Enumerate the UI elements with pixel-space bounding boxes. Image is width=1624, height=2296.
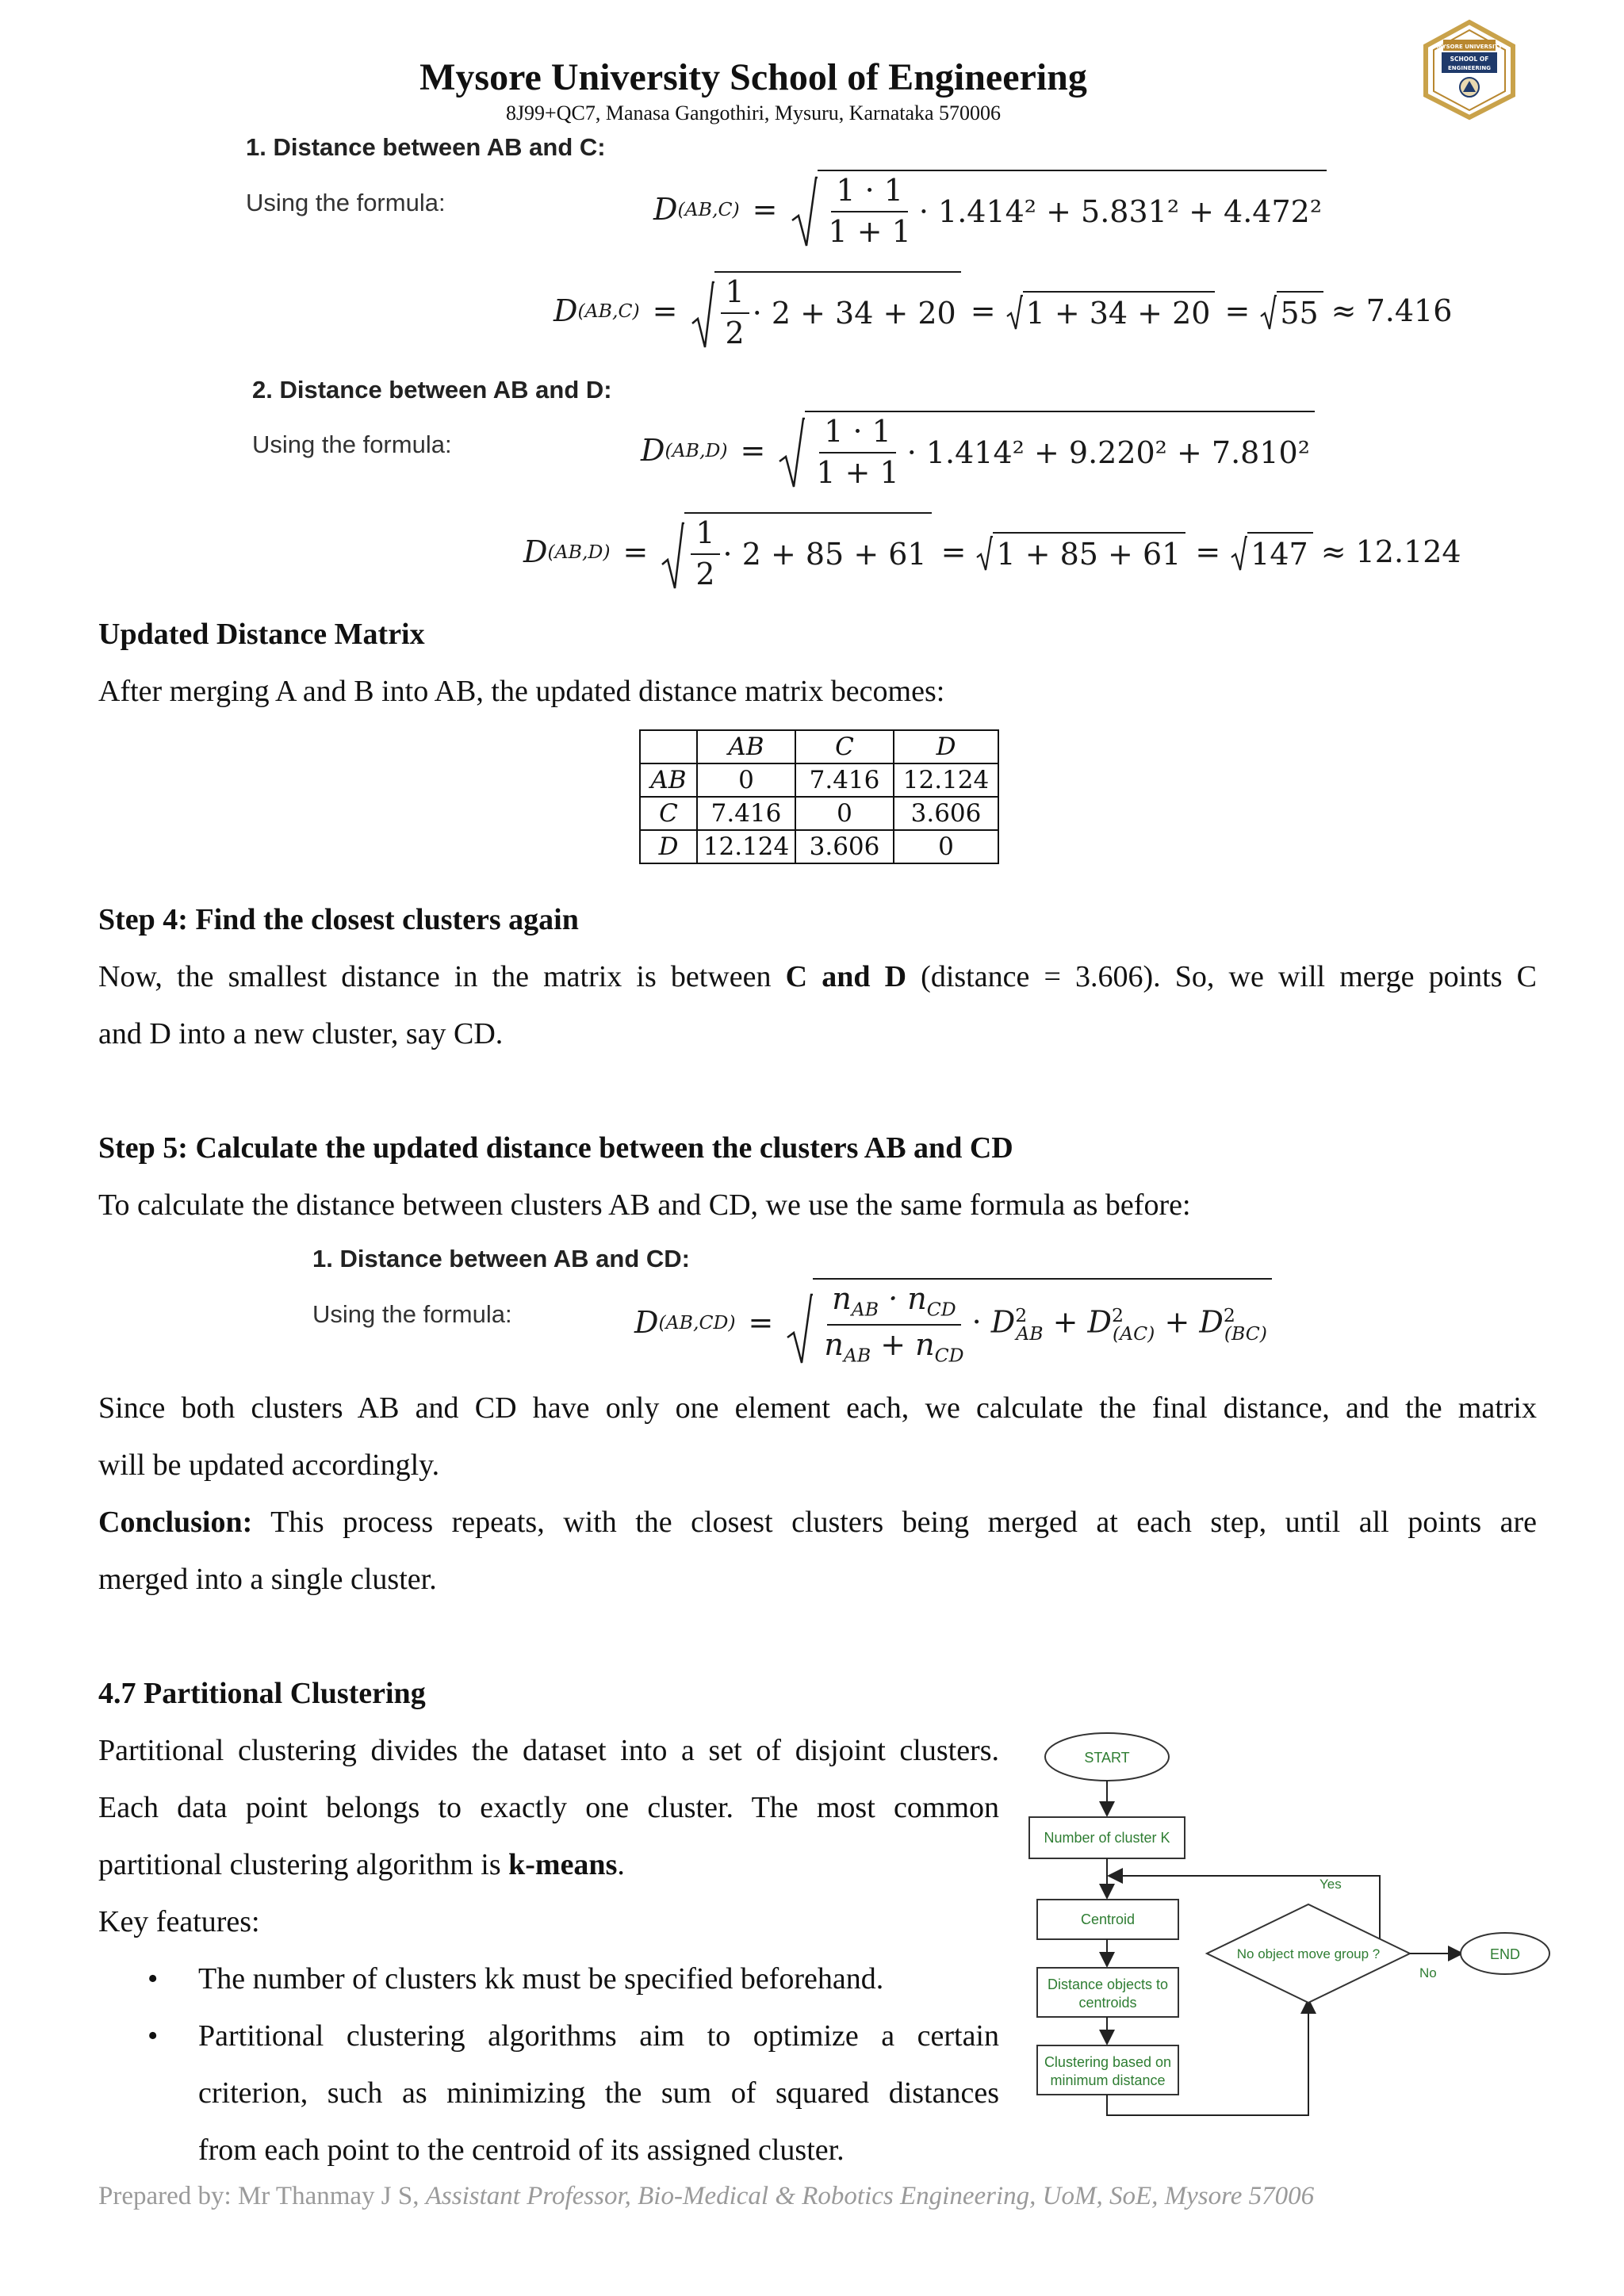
step5-heading: Step 5: Calculate the updated distance between the clusters AB and CD	[98, 1131, 1013, 1165]
calc1-formula: D (AB,C) = $\frac{1 \cdot 1}{1 + 1}$ · 1.414² + 5.831² + 4.472²	[653, 170, 1327, 249]
table-cell: 12.124	[697, 830, 795, 863]
after-step5-line2: will be updated accordingly.	[98, 1448, 440, 1482]
flow-yes-label: Yes	[1320, 1877, 1342, 1892]
updated-matrix-intro: After merging A and B into AB, the updated distance matrix becomes:	[98, 675, 945, 708]
table-corner-cell	[640, 730, 697, 763]
flow-no-label: No	[1419, 1965, 1437, 1980]
bullet-2-line2: criterion, such as minimizing the sum of squared distances	[198, 2076, 999, 2110]
table-cell: 3.606	[795, 830, 894, 863]
step5-intro: To calculate the distance between clusters AB and CD, we use the same formula as before:	[98, 1188, 1191, 1222]
formula-terms: · $D^2_{AB} + D^2_{(AC)} + D^2_{(BC)}$	[971, 1304, 1267, 1345]
step4-line1: Now, the smallest distance in the matrix is between C and D (distance = 3.606). So, we will merge points C	[98, 960, 1537, 993]
section47-heading: 4.7 Partitional Clustering	[98, 1677, 426, 1710]
calc1-formula-label: Using the formula:	[246, 189, 446, 216]
step5-formula: D (AB,CD) = $\frac{n_{AB} \cdot n_{CD}}{n_{AB} + n_{CD}}$ · $D^2_{AB} + D^2_{(AC)} + D^2_{(BC)}$	[634, 1278, 1272, 1366]
calc1-evaluation: D (AB,C) = $\frac{1}{2}$ · 2 + 34 + 20 = 1 + 34 + 20 = 55 ≈ 7.416	[553, 271, 1452, 350]
svg-text:MYSORE UNIVERSITY: MYSORE UNIVERSITY	[1436, 44, 1503, 50]
section47-line1: Partitional clustering divides the dataset into a set of disjoint clusters.	[98, 1734, 999, 1767]
calc2-formula-label: Using the formula:	[252, 430, 452, 458]
institution-title: Mysore University School of Engineering	[419, 56, 1087, 98]
institution-address: 8J99+QC7, Manasa Gangothiri, Mysuru, Karnataka 570006	[505, 101, 1002, 124]
formula-denominator: $n_{AB} + n_{CD}$	[824, 1326, 964, 1367]
table-cell: 3.606	[894, 797, 998, 830]
table-column-header: AB	[697, 730, 795, 763]
formula-numerator: $n_{AB} \cdot n_{CD}$	[827, 1283, 960, 1326]
step5-sub-heading: 1. Distance between AB and CD:	[312, 1245, 691, 1272]
table-row	[640, 763, 998, 797]
flow-start-label: START	[1084, 1750, 1130, 1766]
table-cell: 0	[697, 763, 795, 797]
section47-line2: Each data point belongs to exactly one cluster. The most common	[98, 1791, 999, 1824]
step4-line2: and D into a new cluster, say CD.	[98, 1017, 504, 1050]
flow-centroid-label: Centroid	[1080, 1911, 1136, 1927]
updated-matrix-heading: Updated Distance Matrix	[98, 618, 425, 651]
section47-line3: partitional clustering algorithm is k-means.	[98, 1848, 625, 1881]
table-column-header: D	[894, 730, 998, 763]
key-features-label: Key features:	[98, 1905, 260, 1938]
bullet-2-line3: from each point to the centroid of its assigned cluster.	[198, 2133, 845, 2167]
step5-formula-label: Using the formula:	[312, 1300, 512, 1328]
distance-matrix-table	[639, 729, 999, 864]
table-cell: 7.416	[697, 797, 795, 830]
page-footer: Prepared by: Mr Thanmay J S, Assistant Professor, Bio-Medical & Robotics Engineering, UoM, SoE, Mysore 57006	[98, 2182, 1315, 2210]
table-row	[640, 797, 998, 830]
table-row-label: C	[640, 797, 697, 830]
bullet-dot: •	[147, 2019, 159, 2053]
table-column-header: C	[795, 730, 894, 763]
svg-text:ENGINEERING: ENGINEERING	[1447, 65, 1492, 71]
flow-decision-label: No object move group ?	[1236, 1946, 1381, 1961]
flow-end-label: END	[1489, 1946, 1521, 1962]
svg-text:centroids: centroids	[1078, 1995, 1137, 2011]
flow-number-of-clusters-label: Number of cluster K	[1044, 1830, 1170, 1846]
bullet-1-line1: The number of clusters kk must be specified beforehand.	[198, 1962, 884, 1996]
table-row	[640, 830, 998, 863]
table-cell: 12.124	[894, 763, 998, 797]
calc2-heading: 2. Distance between AB and D:	[252, 376, 612, 404]
table-cell: 0	[795, 797, 894, 830]
svg-text:Clustering based on: Clustering based on	[1044, 2054, 1172, 2070]
svg-text:Distance objects to: Distance objects to	[1047, 1976, 1169, 1992]
calc1-heading: 1. Distance between AB and C:	[246, 133, 606, 161]
table-row-label: AB	[640, 763, 697, 797]
conclusion-line1: Conclusion: This process repeats, with the closest clusters being merged at each step, until all points are	[98, 1506, 1537, 1539]
svg-text:minimum distance: minimum distance	[1050, 2072, 1166, 2088]
bullet-dot: •	[147, 1962, 159, 1996]
table-row-label: D	[640, 830, 697, 863]
svg-text:SCHOOL OF: SCHOOL OF	[1450, 55, 1489, 63]
bullet-2-line1: Partitional clustering algorithms aim to optimize a certain	[198, 2019, 999, 2053]
university-logo-icon	[1419, 19, 1519, 121]
step4-heading: Step 4: Find the closest clusters again	[98, 903, 579, 936]
table-cell: 7.416	[795, 763, 894, 797]
after-step5-line1: Since both clusters AB and CD have only one element each, we calculate the final distance, and the matrix	[98, 1391, 1537, 1425]
calc2-evaluation: D (AB,D) = $\frac{1}{2}$ · 2 + 85 + 61 = 1 + 85 + 61 = 147 ≈ 12.124	[523, 512, 1461, 591]
calc2-formula: D (AB,D) = $\frac{1 \cdot 1}{1 + 1}$ · 1.414² + 9.220² + 7.810²	[641, 411, 1315, 490]
table-header-row	[640, 730, 998, 763]
kmeans-flowchart	[1023, 1720, 1562, 2141]
conclusion-line2: merged into a single cluster.	[98, 1563, 437, 1596]
table-cell: 0	[894, 830, 998, 863]
